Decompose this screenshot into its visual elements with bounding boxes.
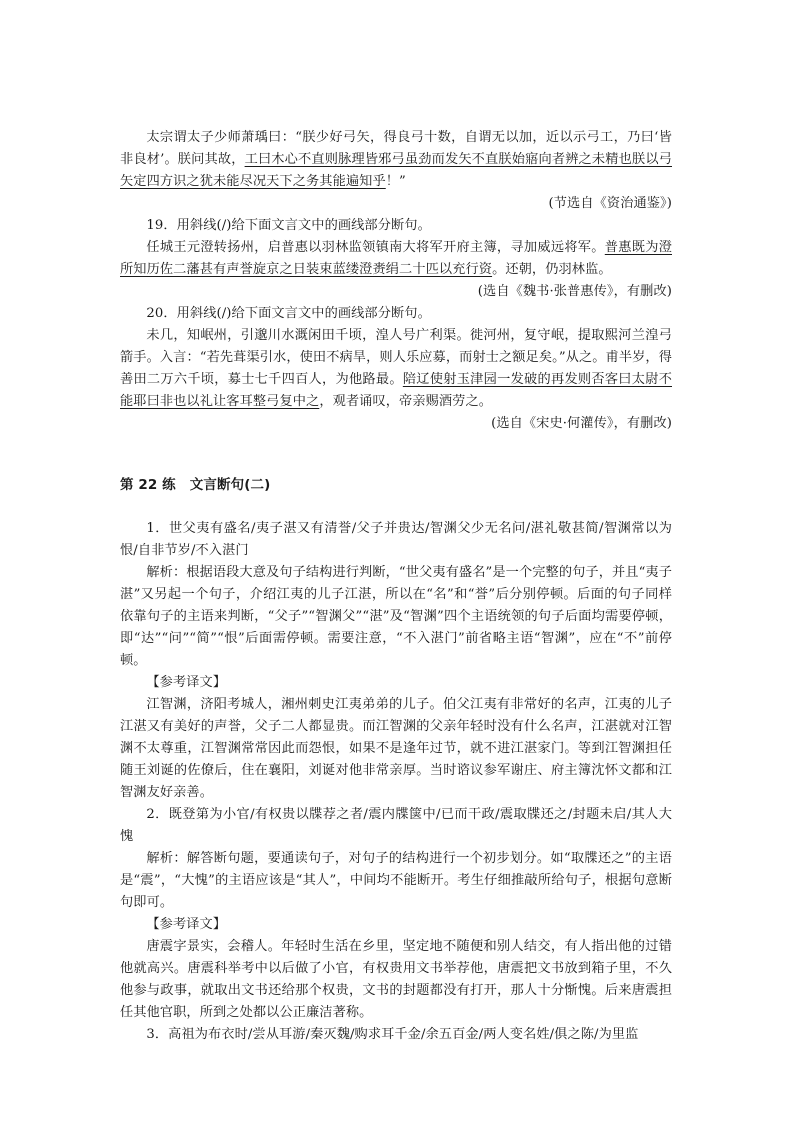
source-citation: (选自《魏书·张普惠传》，有删改) bbox=[477, 284, 672, 299]
translation-1: 江智渊，济阳考城人，湘州刺史江夷弟弟的儿子。伯父江夷有非常好的名声，江夷的儿子江湛又有美好的声誉，父子二人都显贵。而江智渊的父亲年轻时没有什么名声，江湛就对江智渊不太尊重，江智渊常常因此而怨恨，如果不是逢年过节，就不进江湛家门。等到江智渊担任随王刘诞的佐僚后，住在襄阳，刘诞对他非常亲厚。当时谘议参军谢庄、府主簿沈怀文都和江智渊友好亲善。 bbox=[120, 697, 672, 800]
passage-text: 任城王元澄转扬州，启普惠以羽林监领镇南大将军开府主簿，寻加威远将军。 bbox=[146, 240, 605, 255]
underlined-segment: 工曰木心不直则脉理皆邪弓虽劲而发矢不直朕始寤向者辨之未精也朕以弓矢定四方识之犹未能尽况天下之务其能遍知乎 bbox=[120, 152, 672, 189]
passage-end: 。还朝，仍羽林监。 bbox=[492, 262, 612, 277]
section-number: 第 22 练 bbox=[120, 477, 176, 493]
section-title bbox=[120, 474, 672, 496]
passage-text: 太宗谓太子少师萧瑀曰：“朕少好弓矢，得良弓十数，自谓无以加，近以示弓工，乃曰‘皆非良材’。朕问其故， bbox=[120, 130, 672, 167]
question-19-label: 19．用斜线(/)给下面文言文中的画线部分断句。 bbox=[146, 218, 431, 233]
translation-2: 唐震字景实，会稽人。年轻时生活在乡里，坚定地不随便和别人结交，有人指出他的过错他就高兴。唐震科举考中以后做了小官，有权贵用文书举荐他，唐震把文书放到箱子里，不久他参与政事，就取出文书还给那个权贵，文书的封题都没有打开，那人十分惭愧。后来唐震担任其他官职，所到之处都以公正廉洁著称。 bbox=[120, 939, 672, 1020]
source-citation: (节选自《资治通鉴》) bbox=[548, 196, 672, 211]
question-20-label: 20．用斜线(/)给下面文言文中的画线部分断句。 bbox=[146, 306, 431, 321]
analysis-1: 解析：根据语段大意及句子结构进行判断，“世父夷有盛名”是一个完整的句子，并且“夷子湛”又另起一个句子，介绍江夷的儿子江湛，所以在“名”和“誉”后分别停顿。后面的句子同样依靠句子的主语来判断，“父子”“智渊父”“湛”及“智渊”四个主语统领的句子后面均需要停顿，即“达”“问”“简”“恨”后面需停顿。需要注意，“不入湛门”前省略主语“智渊”，应在“不”前停顿。 bbox=[120, 565, 672, 668]
passage-taizong bbox=[120, 127, 672, 193]
analysis-2: 解析：解答断句题，要通读句子，对句子的结构进行一个初步划分。如“取牒还之”的主语是“震”，“大愧”的主语应该是“其人”，中间均不能断开。考生仔细推敲所给句子，根据句意断句即可。 bbox=[120, 851, 672, 910]
reference-label: 【参考译文】 bbox=[146, 675, 227, 690]
passage-text: 未几，知岷州，引邈川水溉闲田千顷，湟人号广利渠。徙河州，复守岷，提取熙河兰湟弓箭手。入言：“若先葺渠引水，使田不病旱，则人乐应募，而射士之额足矣。”从之。甫半岁，得善田二万六千顷，募士七千四百人，为他路最。 bbox=[120, 328, 672, 387]
underlined-segment: 普惠既为澄所知历佐二藩甚有声誉旋京之日装束蓝缕澄赉绢二十匹以充行资 bbox=[120, 240, 672, 277]
answer-3: 3．高祖为布衣时/尝从耳游/秦灭魏/购求耳千金/余五百金/两人变名姓/俱之陈/为里监 bbox=[146, 1027, 639, 1042]
passage-q20 bbox=[120, 325, 672, 413]
exercise-block bbox=[120, 127, 672, 435]
section-name: 文言断句(二) bbox=[189, 477, 271, 493]
answer-1: 1．世父夷有盛名/夷子湛又有清誉/父子并贵达/智渊父少无名问/湛礼敬甚简/智渊常以为恨/自非节岁/不入湛门 bbox=[120, 521, 672, 558]
source-citation: (选自《宋史·何灌传》，有删改) bbox=[491, 416, 672, 431]
answers-block bbox=[120, 518, 672, 1046]
underlined-segment: 陪辽使射玉津园一发破的再发则否客曰太尉不能耶曰非也以礼让客耳整弓复中之 bbox=[120, 372, 672, 409]
passage-q19 bbox=[120, 237, 672, 281]
reference-label: 【参考译文】 bbox=[146, 917, 227, 932]
passage-end: ！” bbox=[385, 174, 406, 189]
answer-2: 2．既登第为小官/有权贵以牒荐之者/震内牒箧中/已而干政/震取牒还之/封题未启/其人大愧 bbox=[120, 807, 672, 844]
passage-end: ，观者诵叹，帝亲赐酒劳之。 bbox=[319, 394, 493, 409]
